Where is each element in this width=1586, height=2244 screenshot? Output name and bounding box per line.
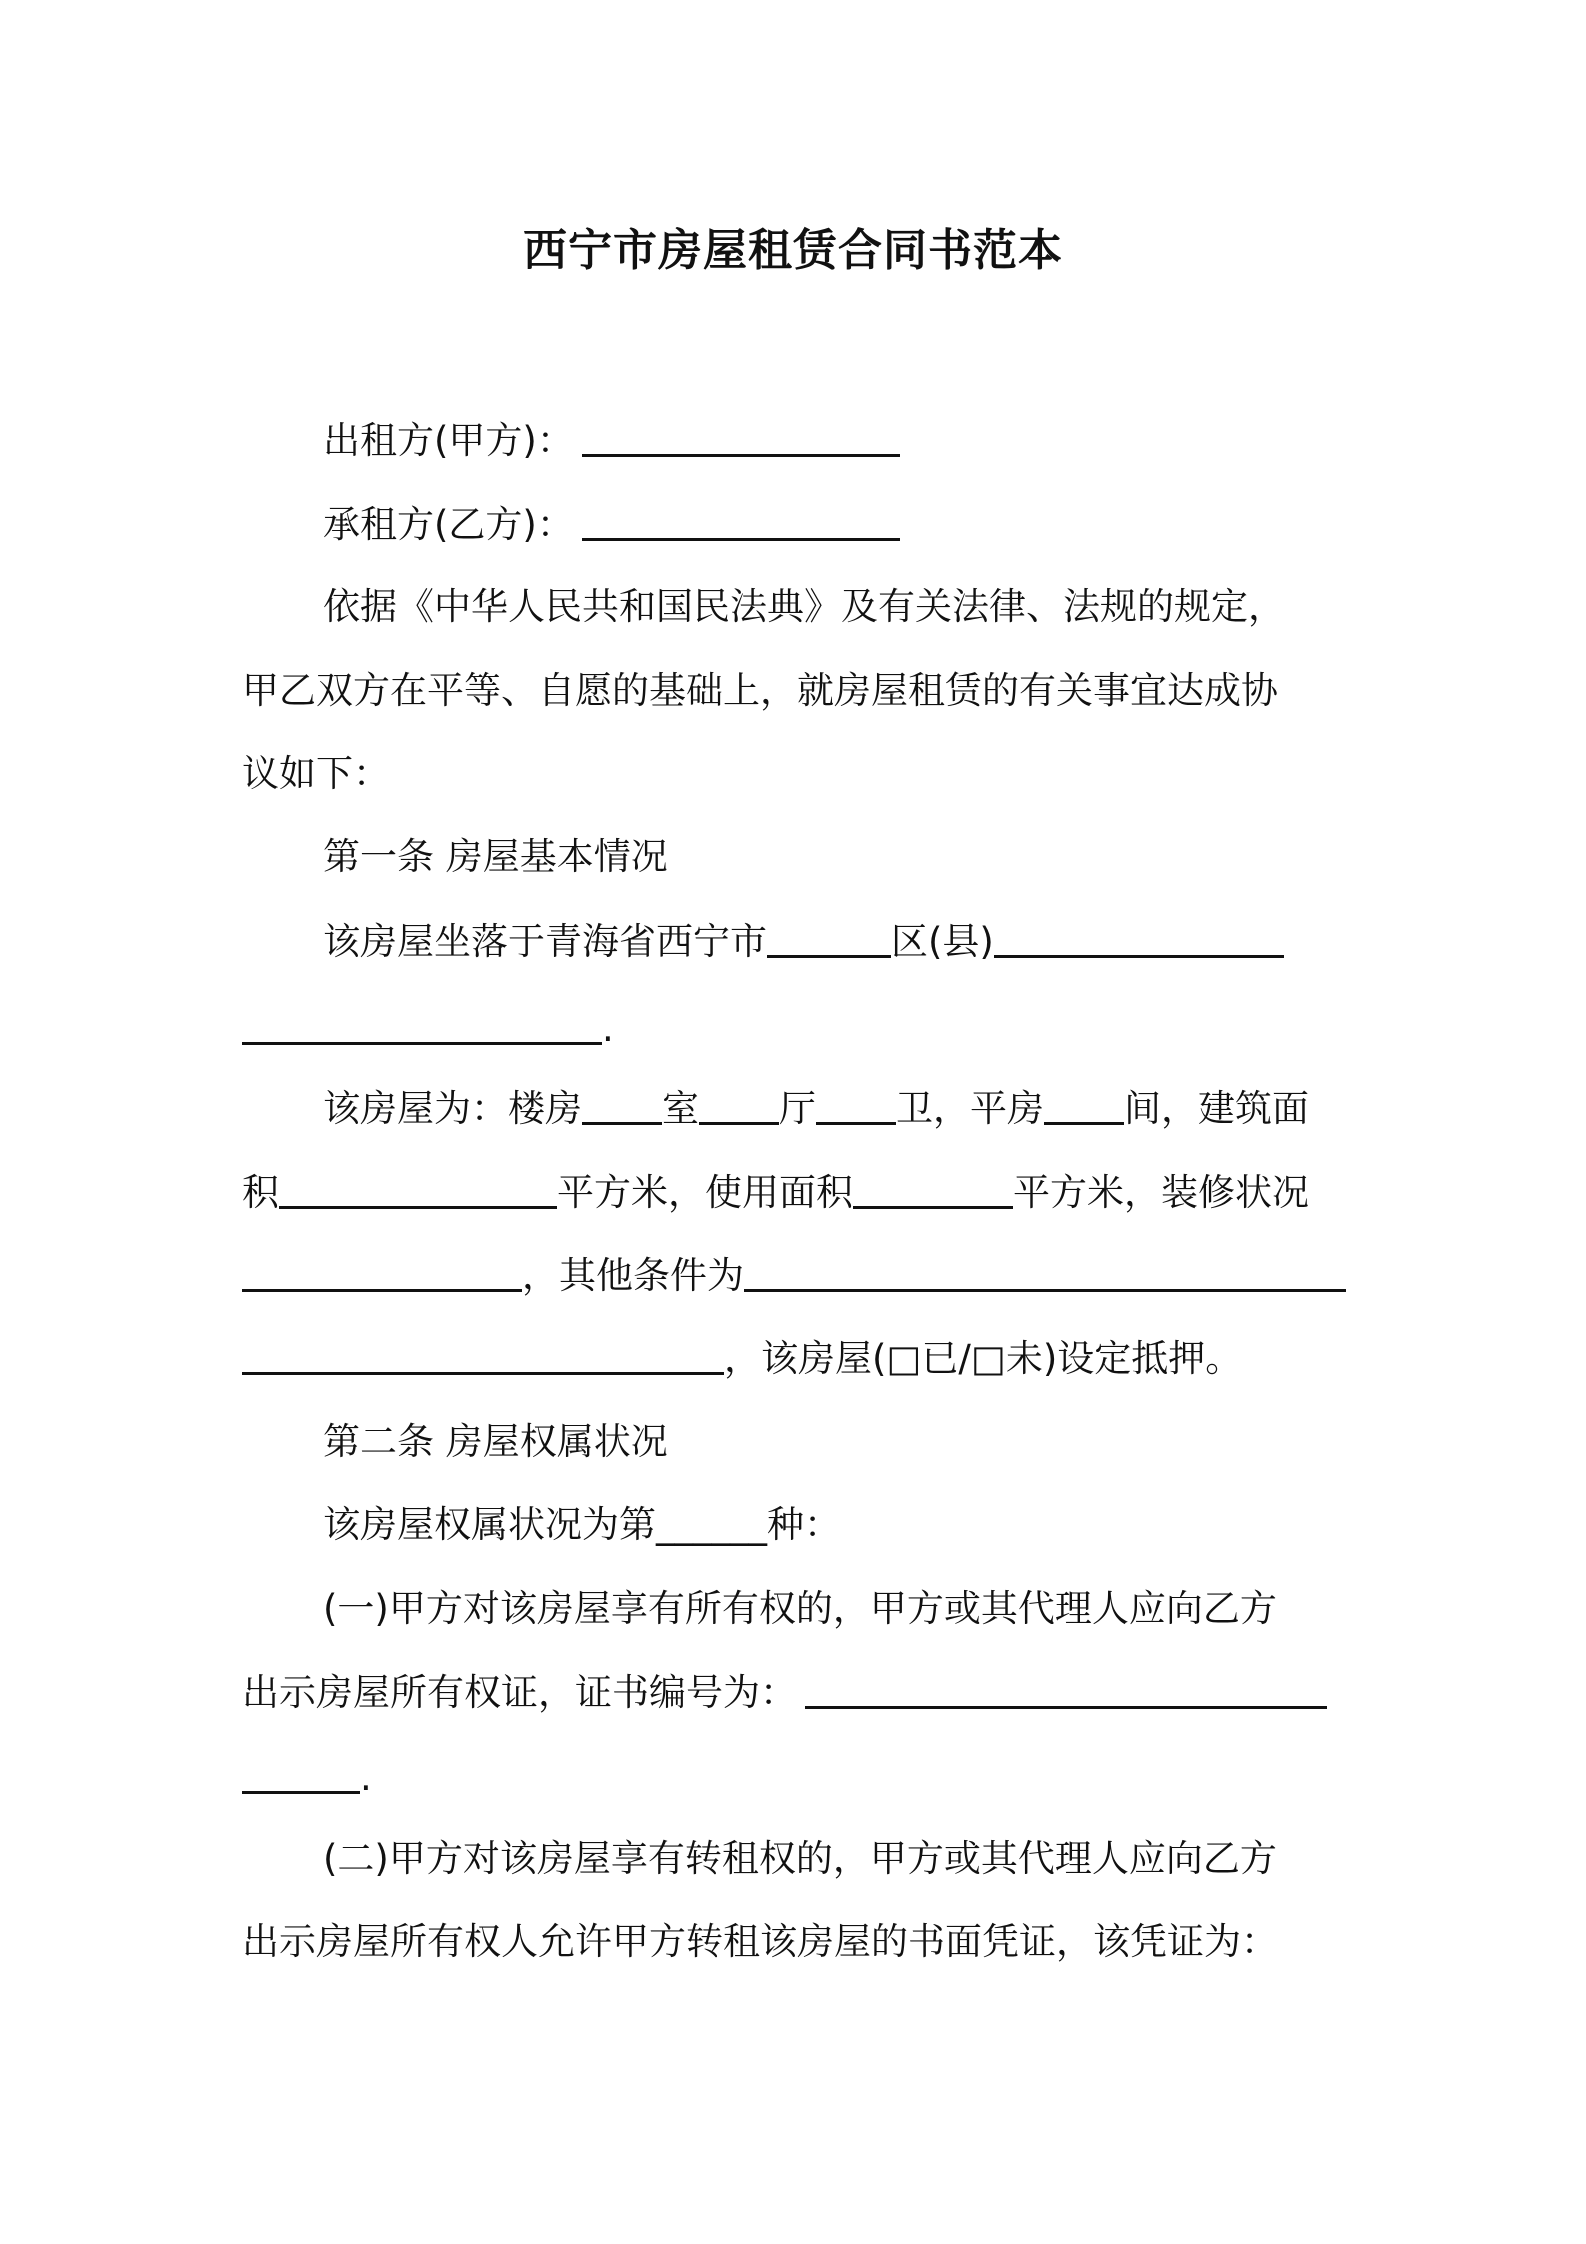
condition-line: [242, 1251, 1346, 1300]
location-period: .: [602, 1007, 614, 1050]
layout-prefix: 该房屋为：楼房: [323, 1087, 582, 1130]
other-conditions-blank-2[interactable]: [242, 1334, 724, 1375]
layout-line: [323, 1084, 1309, 1133]
location-prefix: 该房屋坐落于青海省西宁市: [323, 920, 767, 963]
mortgage-line: [242, 1334, 1242, 1383]
document-title: 西宁市房屋租赁合同书范本: [523, 225, 1063, 276]
party-a-blank[interactable]: [582, 416, 900, 457]
item1-line-1: (一)甲方对该房屋享有所有权的，甲方或其代理人应向乙方: [323, 1587, 1277, 1630]
certificate-label: 出示房屋所有权证，证书编号为：: [242, 1671, 797, 1714]
party-b-line: [323, 500, 900, 549]
certificate-period: .: [360, 1756, 372, 1799]
sqm-use-label: 平方米，使用面积: [557, 1171, 853, 1214]
build-area-blank[interactable]: [279, 1168, 557, 1209]
use-area-blank[interactable]: [853, 1168, 1013, 1209]
decoration-blank[interactable]: [242, 1251, 522, 1292]
intro-line-2: 甲乙双方在平等、自愿的基础上，就房屋租赁的有关事宜达成协: [242, 669, 1278, 712]
item2-line-1: (二)甲方对该房屋享有转租权的，甲方或其代理人应向乙方: [323, 1837, 1277, 1880]
district-blank[interactable]: [767, 917, 891, 958]
article2-heading: 第二条 房屋权属状况: [323, 1420, 668, 1463]
intro-line-1: 依据《中华人民共和国民法典》及有关法律、法规的规定，: [323, 585, 1285, 628]
party-b-label: 承租方(乙方)：: [323, 503, 574, 546]
area-line: [242, 1168, 1309, 1217]
party-a-line: [323, 416, 900, 465]
article1-heading: 第一条 房屋基本情况: [323, 835, 668, 878]
district-label: 区(县): [891, 920, 994, 963]
location-line-2: [242, 1004, 614, 1053]
location-line: [323, 917, 1284, 966]
bath-count-blank[interactable]: [816, 1084, 896, 1125]
other-conditions-blank-1[interactable]: [744, 1251, 1346, 1292]
other-label: ，其他条件为: [522, 1254, 744, 1297]
flat-count-blank[interactable]: [1044, 1084, 1124, 1125]
room-label: 室: [662, 1087, 699, 1130]
item2-line-2: 出示房屋所有权人允许甲方转租该房屋的书面凭证，该凭证为：: [242, 1920, 1278, 1963]
mortgage-text: ，该房屋(□已/□未)设定抵押。: [724, 1337, 1243, 1380]
certificate-number-blank-2[interactable]: [242, 1753, 360, 1794]
address-blank-1[interactable]: [994, 917, 1284, 958]
bath-flat-label: 卫，平房: [896, 1087, 1044, 1130]
ownership-status-line: 该房屋权属状况为第______种：: [323, 1503, 841, 1546]
item1-line-2: [242, 1668, 1327, 1717]
sqm-decor-label: 平方米，装修状况: [1013, 1171, 1309, 1214]
ji-label: 积: [242, 1171, 279, 1214]
address-blank-2[interactable]: [242, 1004, 602, 1045]
intro-line-3: 议如下：: [242, 752, 390, 795]
certificate-number-blank-1[interactable]: [805, 1668, 1327, 1709]
item1-line-3: [242, 1753, 372, 1802]
hall-count-blank[interactable]: [699, 1084, 779, 1125]
room-count-blank[interactable]: [582, 1084, 662, 1125]
jian-build-label: 间，建筑面: [1124, 1087, 1309, 1130]
party-b-blank[interactable]: [582, 500, 900, 541]
party-a-label: 出租方(甲方)：: [323, 419, 574, 462]
hall-label: 厅: [779, 1087, 816, 1130]
